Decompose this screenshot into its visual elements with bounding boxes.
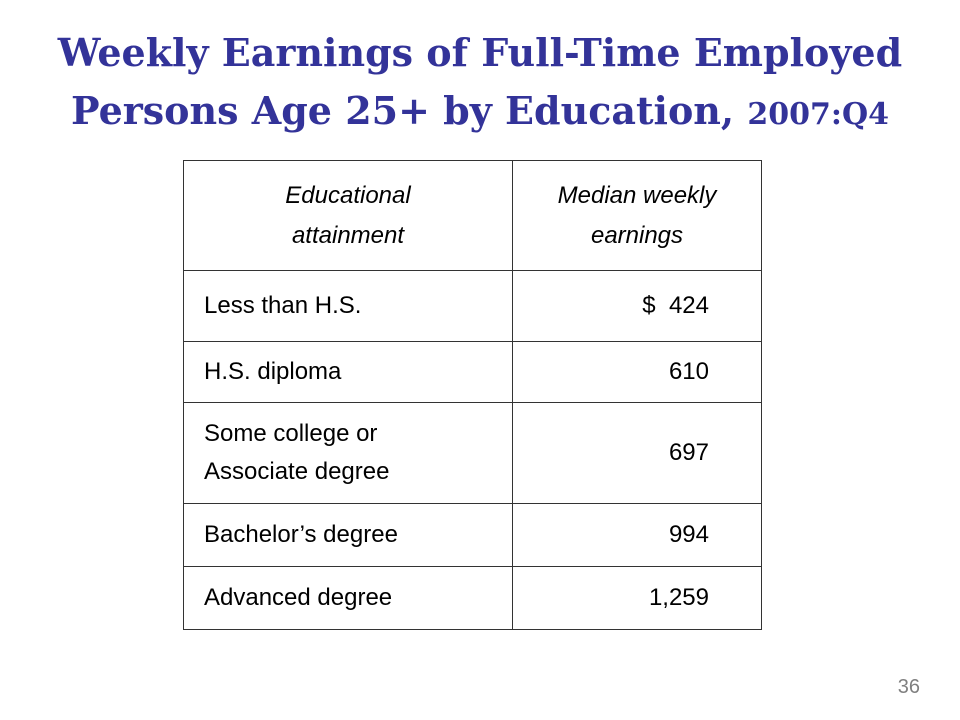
earnings-cell: 610 [513,342,762,403]
title-line-2 [0,82,960,144]
header-attainment-line-2: attainment [291,221,405,249]
table-header-row [184,161,762,271]
header-educational-attainment [184,161,513,271]
table-row [184,271,762,342]
earnings-cell: 994 [513,504,762,567]
header-earnings-line-2: earnings [590,221,684,249]
earnings-cell: $ 424 [513,271,762,342]
attainment-cell: H.S. diploma [184,342,513,403]
title-period: 2007:Q4 [747,97,889,132]
header-earnings-line-1: Median weekly [557,181,717,209]
table-row [184,403,762,504]
attainment-cell: Less than H.S. [184,271,513,342]
attainment-line-2: Associate degree [204,458,390,485]
attainment-cell [184,403,513,504]
header-attainment-line-1: Educational [285,181,411,209]
title-line-2-main: Persons Age 25+ by Education, [71,88,735,133]
table-row [184,342,762,403]
title-line-1: Weekly Earnings of Full-Time Employed [57,30,903,75]
earnings-table [183,160,762,630]
earnings-cell: 1,259 [513,567,762,630]
header-median-weekly-earnings [513,161,762,271]
table-row [184,504,762,567]
slide-title [0,24,960,144]
earnings-cell: 697 [513,403,762,504]
table-row [184,567,762,630]
slide-number: 36 [897,676,920,698]
attainment-cell: Advanced degree [184,567,513,630]
attainment-line-1: Some college or [204,420,378,447]
attainment-cell: Bachelor’s degree [184,504,513,567]
